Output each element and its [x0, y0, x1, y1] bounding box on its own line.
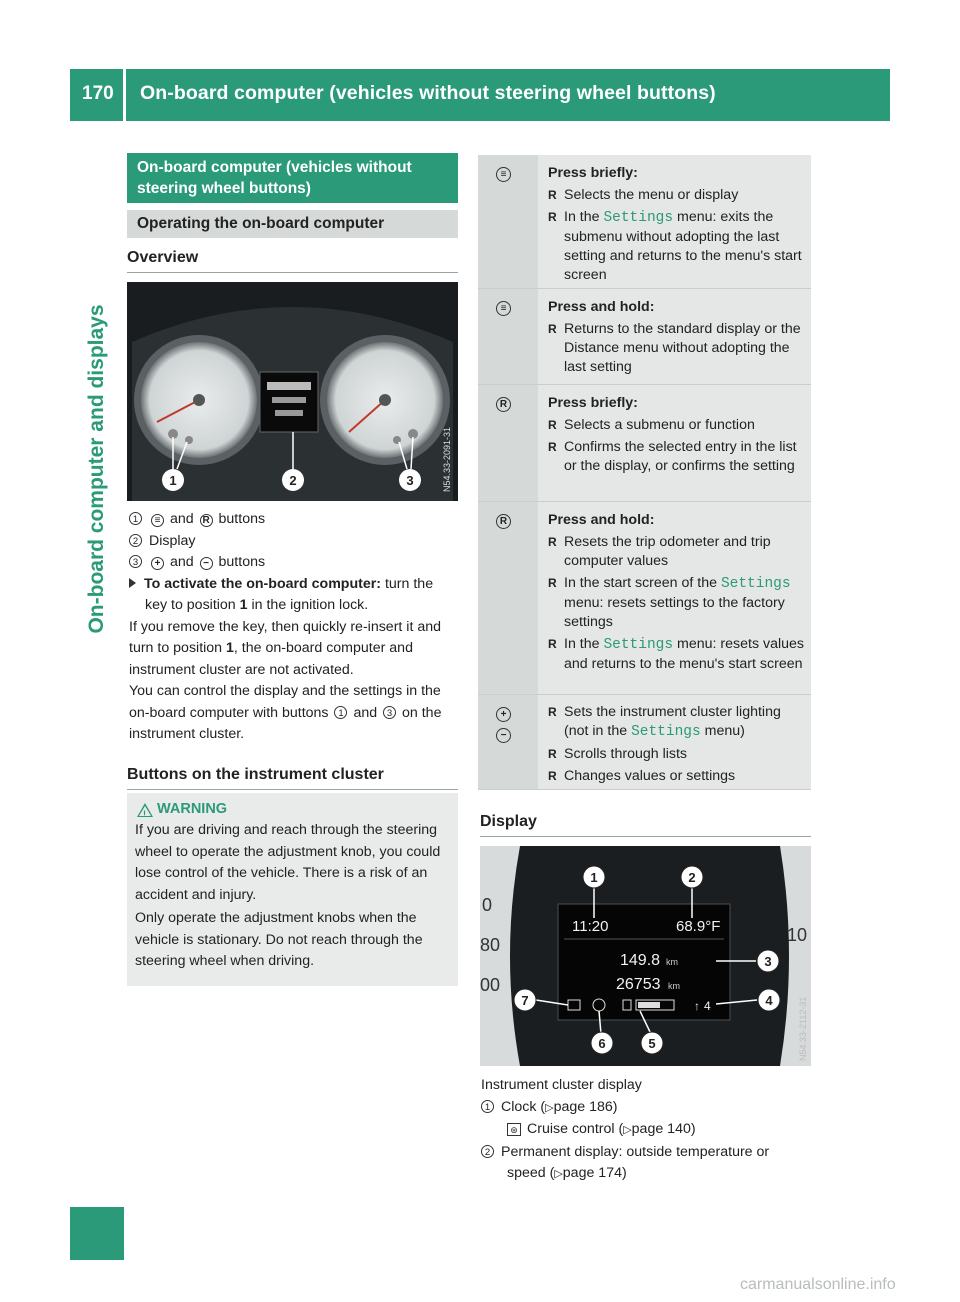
inline-number: 1	[334, 706, 347, 719]
menu-button-icon: ≡	[151, 514, 164, 527]
svg-text:0: 0	[482, 895, 493, 915]
legend-list	[129, 509, 459, 746]
display-illustration	[480, 846, 811, 1066]
svg-text:00: 00	[480, 975, 501, 995]
callout-label: 6	[598, 1036, 606, 1051]
list-item: R Resets the trip odometer and trip computer values	[548, 533, 805, 571]
instruction-text: in the ignition lock.	[251, 597, 369, 613]
trip-unit: km	[666, 957, 678, 967]
page-ref-arrow-icon: ▷	[554, 1168, 563, 1180]
callout-label: 1	[590, 870, 598, 885]
side-marker	[70, 1207, 124, 1260]
legend-item	[481, 1119, 811, 1142]
value-cell	[548, 703, 805, 789]
reset-button-icon: R	[496, 514, 511, 529]
list-item: R Scrolls through lists	[548, 745, 805, 764]
menu-button-icon: ≡	[496, 301, 511, 316]
svg-text:↑: ↑	[694, 999, 700, 1013]
reset-button-icon: R	[496, 397, 511, 412]
legend-text: buttons	[218, 554, 266, 570]
menu-button-icon: ≡	[496, 167, 511, 182]
display-heading: Display	[480, 813, 537, 830]
table-row	[478, 695, 811, 790]
list-item: R Confirms the selected entry in the list or the display, or confirms the setting	[548, 438, 805, 476]
paragraph-text: on the instrument cluster.	[129, 704, 442, 742]
display-photo	[480, 846, 811, 1066]
list-item: R Sets the instrument cluster lighting (not in the Settings menu)	[548, 703, 805, 742]
minus-button-icon: −	[200, 557, 213, 570]
callout-label: 5	[648, 1036, 656, 1051]
warning-box	[127, 793, 458, 986]
instruction-step	[129, 574, 459, 617]
settings-menu-name: Settings	[603, 637, 674, 653]
callout-label: 3	[764, 954, 772, 969]
warning-exclamation-icon: !	[143, 809, 146, 819]
value-cell	[548, 297, 805, 380]
list-item: R Selects a submenu or function	[548, 416, 805, 435]
legend-text: Display	[149, 532, 196, 549]
header-divider	[123, 69, 126, 121]
list-item: R Returns to the standard display or the Distance menu without adopting the last setting	[548, 320, 805, 377]
svg-text:10: 10	[787, 925, 808, 945]
legend-number: 3	[129, 555, 142, 568]
gear-indicator: 4	[704, 999, 711, 1013]
key-cell	[478, 502, 538, 694]
list-item: R Selects the menu or display	[548, 186, 805, 205]
page-ref-arrow-icon: ▷	[623, 1124, 632, 1136]
warning-text: If you are driving and reach through the steering wheel to operate the adjustment knob, you could lose control of the vehicle. There is a risk of an accident and injury.	[135, 822, 441, 903]
settings-menu-name: Settings	[720, 576, 791, 592]
position-number: 1	[239, 597, 248, 613]
key-cell	[478, 695, 538, 789]
page-reference: page 140)	[631, 1121, 696, 1137]
temperature-readout: 68.9°F	[676, 918, 721, 935]
buttons-heading: Buttons on the instrument cluster	[127, 766, 384, 783]
legend-item	[481, 1097, 811, 1120]
legend-text: buttons	[218, 511, 266, 527]
key-cell	[478, 385, 538, 501]
row-heading: Press and hold:	[548, 512, 655, 528]
callout-label: 1	[169, 473, 177, 488]
paragraph	[129, 617, 459, 682]
svg-text:80: 80	[480, 935, 501, 955]
side-tab	[70, 121, 124, 1260]
reset-button-icon: R	[200, 514, 213, 527]
legend-item	[129, 509, 459, 531]
display-rule	[480, 836, 811, 837]
callout-label: 4	[765, 993, 773, 1008]
plus-button-icon: +	[496, 707, 511, 722]
legend-text: and	[169, 511, 194, 527]
side-label: On-board computer and displays	[85, 304, 108, 634]
buttons-rule	[127, 789, 458, 790]
key-cell	[478, 289, 538, 384]
callout-label: 3	[406, 473, 414, 488]
odometer-unit: km	[668, 981, 680, 991]
legend-text: Cruise control (	[527, 1121, 624, 1137]
callout-label: 2	[289, 473, 297, 488]
legend-item	[481, 1142, 811, 1186]
step-arrow-icon	[129, 578, 136, 588]
page-number: 170	[82, 83, 114, 104]
cluster-illustration	[127, 282, 458, 501]
instrument-cluster-photo	[127, 282, 458, 501]
paragraph-text: If you remove the key, then quickly re-insert it and turn to position	[129, 618, 442, 656]
list-item: R In the start screen of the Settings menu: resets settings to the factory settings	[548, 574, 805, 632]
warning-title: WARNING	[157, 801, 228, 817]
page-ref-arrow-icon: ▷	[545, 1101, 554, 1114]
table-row	[478, 155, 811, 289]
image-watermark: N54.33-2091-31	[442, 426, 452, 492]
clock-readout: 11:20	[572, 918, 609, 935]
legend-text: Permanent display: outside temperature or speed (	[501, 1143, 770, 1181]
odometer-readout: 26753	[616, 976, 661, 993]
paragraph-text: You can control the display and the settings in the on-board computer with buttons	[129, 683, 441, 721]
list-item: R In the Settings menu: resets values and returns to the menu's start screen	[548, 635, 805, 674]
legend-number: 1	[481, 1100, 494, 1113]
settings-menu-name: Settings	[631, 724, 701, 740]
subsection-title: Operating the on-board computer	[127, 210, 458, 238]
callout-label: 2	[688, 870, 696, 885]
settings-menu-name: Settings	[603, 210, 674, 226]
table-row	[478, 502, 811, 695]
value-cell	[548, 393, 805, 479]
paragraph-text: and	[353, 704, 378, 721]
legend-number: 2	[481, 1145, 494, 1158]
instruction-bold: To activate the on-board computer:	[144, 575, 382, 592]
plus-button-icon: +	[151, 557, 164, 570]
trip-readout: 149.8	[620, 952, 661, 969]
minus-button-icon: −	[496, 728, 511, 743]
legend-text: Clock (	[501, 1098, 546, 1115]
overview-rule	[127, 272, 458, 273]
row-heading: Press and hold:	[548, 299, 655, 315]
image-watermark: N54.33-2112-31	[798, 996, 808, 1061]
display-legend	[481, 1075, 811, 1186]
overview-heading: Overview	[127, 249, 199, 266]
list-item: R Changes values or settings	[548, 767, 805, 786]
table-row	[478, 289, 811, 385]
legend-number: 1	[129, 512, 142, 525]
list-item: R In the Settings menu: exits the submenu without adopting the last setting and returns to the menu's start screen	[548, 208, 805, 285]
warning-text: Only operate the adjustment knobs when the vehicle is stationary. Do not reach through the steering wheel when driving.	[135, 910, 423, 969]
table-row	[478, 385, 811, 502]
paragraph	[129, 681, 459, 746]
image-caption: Instrument cluster display	[481, 1077, 642, 1093]
instruction-text: turn the key to position	[145, 575, 434, 613]
cruise-control-icon: ⊛	[507, 1123, 521, 1136]
legend-number: 2	[129, 534, 142, 547]
callout-label: 7	[521, 993, 529, 1008]
value-cell	[548, 163, 805, 288]
value-cell	[548, 510, 805, 677]
page-reference: page 186)	[553, 1098, 618, 1115]
page-reference: page 174)	[562, 1165, 627, 1181]
row-heading: Press briefly:	[548, 165, 638, 181]
legend-text: and	[169, 554, 194, 570]
row-heading: Press briefly:	[548, 395, 638, 411]
site-watermark: carmanualsonline.info	[740, 1276, 896, 1293]
inline-number: 3	[383, 706, 396, 719]
legend-item	[129, 531, 459, 553]
page-title: On-board computer (vehicles without steering wheel buttons)	[140, 82, 716, 104]
position-number: 1	[226, 640, 234, 656]
paragraph-text: , the on-board computer and instrument cluster are not activated.	[129, 640, 413, 678]
key-cell	[478, 155, 538, 288]
section-title: On-board computer (vehicles without steering wheel buttons)	[127, 153, 458, 203]
legend-item	[129, 552, 459, 574]
